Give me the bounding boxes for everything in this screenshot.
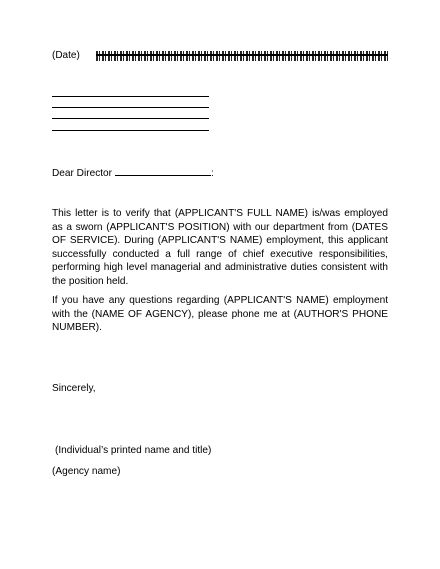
overprinted-strike [96, 54, 388, 56]
date-placeholder: (Date) [52, 50, 80, 61]
agency-name: (Agency name) [52, 466, 121, 477]
salutation-text: Dear Director [52, 168, 113, 179]
salutation-colon: : [211, 168, 214, 179]
salutation [52, 166, 388, 181]
address-line-3 [52, 118, 209, 119]
address-line-2 [52, 107, 209, 108]
salutation-blank [115, 166, 211, 176]
date-line [52, 50, 388, 62]
body-paragraph-1: This letter is to verify that (APPLICANT'S FULL NAME) is/was employed as a sworn (APPLICANT'S POSITION) with our department from (DATES OF SERVICE). During (APPLICANT'S NAME) employment, this applicant successfully conducted a full range of chief executive responsibilities, performing high level managerial and administrative duties consistent with the position held. [52, 208, 388, 287]
address-line-1 [52, 96, 209, 97]
address-line-4 [52, 130, 209, 131]
signer-name: (Individual’s printed name and title) [55, 445, 212, 456]
closing: Sincerely, [52, 383, 96, 394]
body-paragraph-2: If you have any questions regarding (APPLICANT'S NAME) employment with the (NAME OF AGENCY), please phone me at (AUTHOR'S PHONE NUMBER). [52, 295, 388, 334]
overprinted-text [96, 51, 388, 61]
